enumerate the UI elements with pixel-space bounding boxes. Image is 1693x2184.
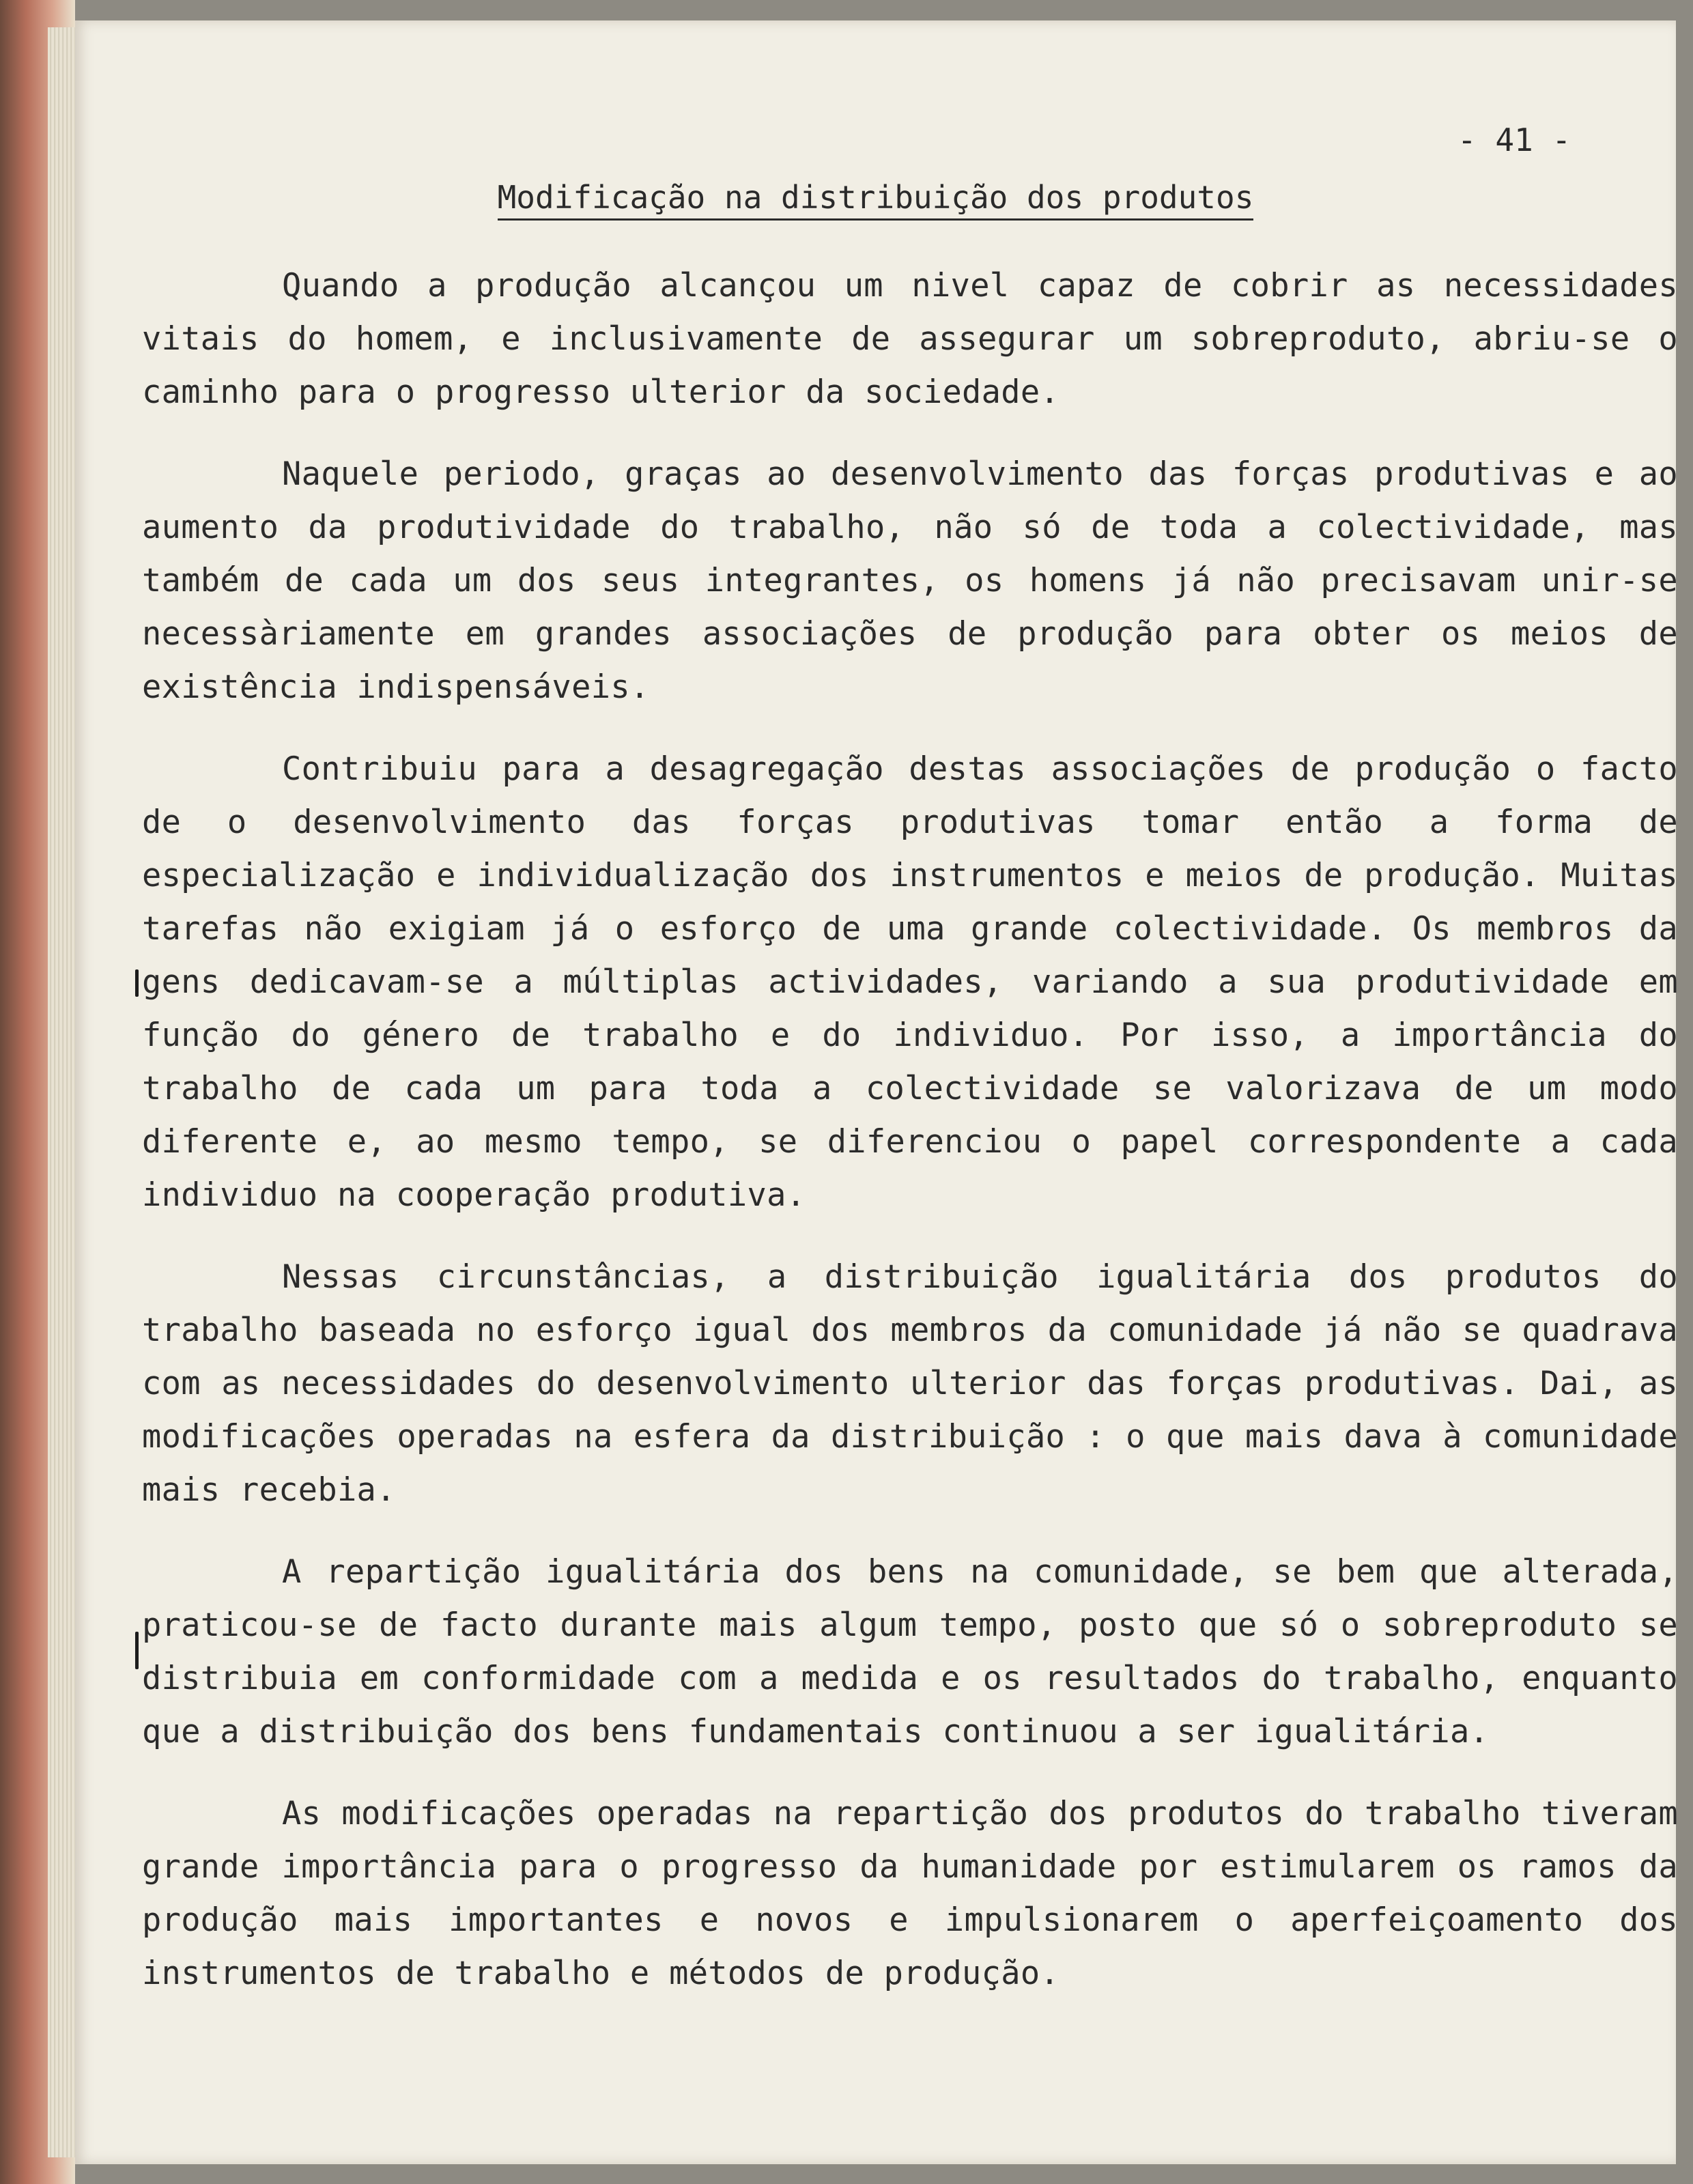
paragraph: Nessas circunstâncias, a distribuição igualitária dos produtos do trabalho baseada no esforço igual dos membros da comunidade já não se quadrava com as necessidades do desenvolvimento ulterior das forças produtivas. Dai, as modificações operadas na esfera da distribuição : o que mais dava à comunidade mais recebia.: [142, 1258, 1678, 1509]
body-text: [142, 259, 1678, 2029]
paragraph: A repartição igualitária dos bens na comunidade, se bem que alterada, praticou-se de facto durante mais algum tempo, posto que só o sobreproduto se distribuia em conformidade com a medida e os resultados do trabalho, enquanto que a distribuição dos bens fundamentais continuou a ser igualitária.: [142, 1553, 1678, 1750]
document-page: [75, 20, 1676, 2164]
paragraph: Quando a produção alcançou um nivel capaz de cobrir as necessidades vitais do homem, e inclusivamente de assegurar um sobreproduto, abriu-se o caminho para o progresso ulterior da sociedade.: [142, 267, 1678, 411]
binding-mark: [135, 1632, 139, 1669]
page-number: - 41 -: [1457, 122, 1571, 158]
binding-mark: [135, 969, 139, 997]
page-title-text: Modificação na distribuição dos produtos: [498, 179, 1254, 221]
page-title: [75, 179, 1676, 216]
paragraph: As modificações operadas na repartição dos produtos do trabalho tiveram grande importância para o progresso da humanidade por estimularem os ramos da produção mais importantes e novos e impulsionarem o aperfeiçoamento dos instrumentos de trabalho e métodos de produção.: [142, 1795, 1678, 1992]
paragraph: Contribuiu para a desagregação destas associações de produção o facto de o desenvolvimento das forças produtivas tomar então a forma de especialização e individualização dos instrumentos e meios de produção. Muitas tarefas não exigiam já o esforço de uma grande colectividade. Os membros da gens dedicavam-se a múltiplas actividades, variando a sua produtividade em função do género de trabalho e do individuo. Por isso, a importância do trabalho de cada um para toda a colectividade se valorizava de um modo diferente e, ao mesmo tempo, se diferenciou o papel correspondente a cada individuo na cooperação produtiva.: [142, 750, 1678, 1214]
paragraph: Naquele periodo, graças ao desenvolvimento das forças produtivas e ao aumento da produtividade do trabalho, não só de toda a colectividade, mas também de cada um dos seus integrantes, os homens já não precisavam unir-se necessàriamente em grandes associações de produção para obter os meios de existência indispensáveis.: [142, 455, 1678, 706]
